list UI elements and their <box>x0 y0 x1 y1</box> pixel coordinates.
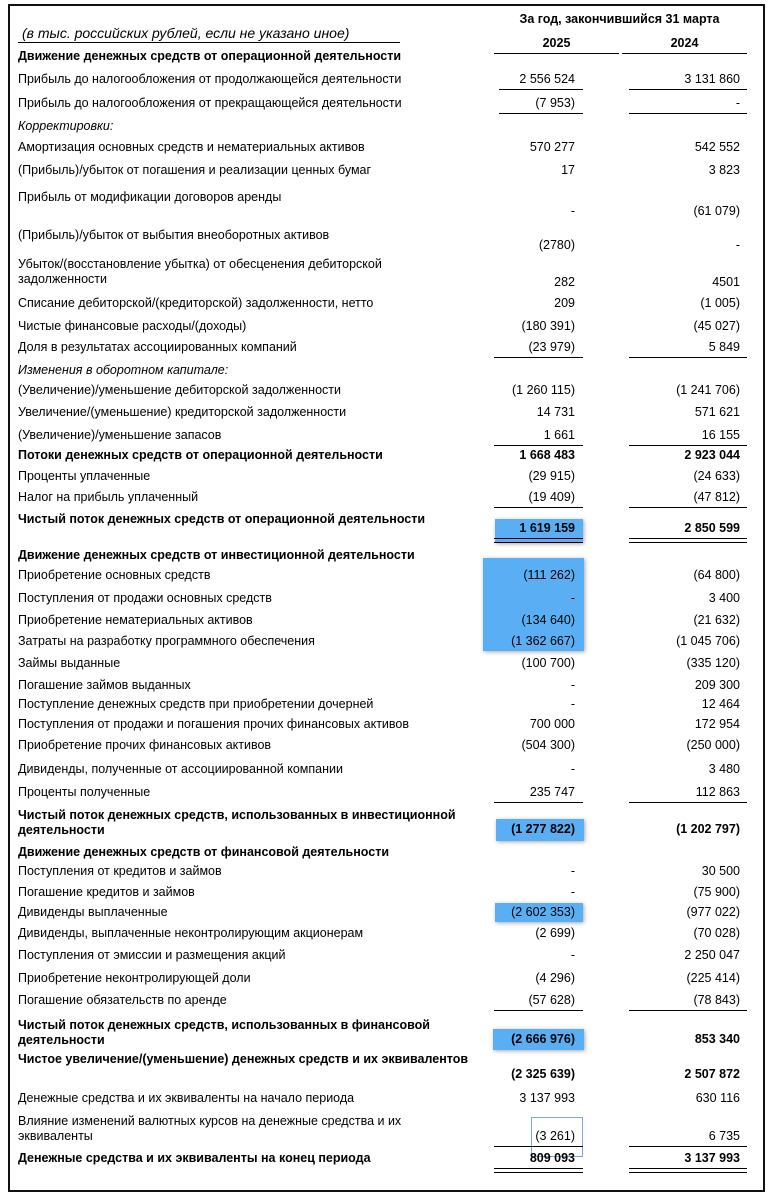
value-2024: (1 045 706) <box>676 634 740 648</box>
value-2025: (1 362 667) <box>511 634 575 648</box>
row-label: Чистый поток денежных средств, использованных в инвестиционной деятельности <box>18 808 456 837</box>
row-label: Поступления от кредитов и займов <box>18 864 222 878</box>
value-2024: 2 507 872 <box>684 1067 740 1081</box>
value-2024: (61 079) <box>693 204 740 218</box>
value-2024: 3 823 <box>708 163 740 177</box>
subtotal-rule-2024 <box>629 445 747 446</box>
value-2024: 2 250 047 <box>684 948 740 962</box>
value-2024: 2 850 599 <box>684 521 740 535</box>
row-label: Чистое увеличение/(уменьшение) денежных средств и их эквивалентов <box>18 1052 469 1066</box>
value-2024: 853 340 <box>694 1032 740 1046</box>
value-2025: (19 409) <box>528 490 575 504</box>
row-label: (Увеличение)/уменьшение запасов <box>18 428 222 442</box>
row-label: Движение денежных средств от операционной деятельности <box>18 49 402 63</box>
row-label: Движение денежных средств от инвестиционной деятельности <box>18 548 415 562</box>
value-2025: - <box>570 591 575 605</box>
value-2024: (977 022) <box>686 905 740 919</box>
subtotal-rule-2024 <box>629 357 747 358</box>
value-2024: 112 863 <box>695 785 740 799</box>
row-label: Влияние изменений валютных курсов на денежные средства и их эквиваленты <box>18 1114 402 1143</box>
value-2024: (1 241 706) <box>676 383 740 397</box>
value-2024: (45 027) <box>693 319 740 333</box>
value-2025: - <box>570 762 575 776</box>
value-2025: - <box>570 864 575 878</box>
value-2025: (180 391) <box>521 319 575 333</box>
value-2025: 17 <box>561 163 575 177</box>
value-2025: 3 137 993 <box>519 1091 575 1105</box>
value-2024: (24 633) <box>693 469 740 483</box>
value-2025: (7 953) <box>535 96 575 110</box>
value-2025: - <box>570 948 575 962</box>
value-2024: 5 849 <box>708 340 740 354</box>
total-double-rule-2025 <box>494 538 583 543</box>
value-2024: - <box>735 96 740 110</box>
subtotal-rule-2025 <box>494 1146 583 1147</box>
value-2024: 209 300 <box>694 678 740 692</box>
value-2025: - <box>570 885 575 899</box>
value-2025: 570 277 <box>529 140 575 154</box>
subtotal-rule-2025 <box>499 113 583 114</box>
value-2025: (1 260 115) <box>511 383 575 397</box>
value-2024: (225 414) <box>686 971 740 985</box>
value-2025: 209 <box>554 296 575 310</box>
row-label: Чистый поток денежных средств от операционной деятельности <box>18 512 426 526</box>
value-2024: 6 735 <box>708 1129 740 1143</box>
row-label: Изменения в оборотном капитале: <box>18 363 229 377</box>
value-2025: 1 668 483 <box>519 448 575 462</box>
subtotal-rule-2024 <box>629 1146 747 1147</box>
row-label: Погашение обязательств по аренде <box>18 993 227 1007</box>
value-2024: 2 923 044 <box>684 448 740 462</box>
value-2025: - <box>570 204 575 218</box>
subtotal-rule-2025 <box>494 445 583 446</box>
value-2025: (2 325 639) <box>511 1067 575 1081</box>
row-label: Приобретение прочих финансовых активов <box>18 738 272 752</box>
total-double-rule-2024 <box>629 1168 747 1173</box>
row-label: Прибыль до налогообложения от прекращающейся деятельности <box>18 96 402 110</box>
row-label: Увеличение/(уменьшение) кредиторской задолженности <box>18 405 347 419</box>
value-2024: - <box>735 238 740 252</box>
total-double-rule-2024 <box>629 538 747 543</box>
value-2025: (504 300) <box>521 738 575 752</box>
row-label: Дивиденды, выплаченные неконтролирующим акционерам <box>18 926 364 940</box>
value-2025: (1 277 822) <box>511 822 575 836</box>
row-label: Денежные средства и их эквиваленты на конец периода <box>18 1151 371 1165</box>
period-heading: За год, закончившийся 31 марта <box>519 12 720 26</box>
subtotal-rule-2025 <box>494 507 583 508</box>
value-2025: 1 661 <box>543 428 575 442</box>
value-2024: 630 116 <box>695 1091 740 1105</box>
subtotal-rule-2024 <box>629 1010 747 1011</box>
row-label: Прибыль от модификации договоров аренды <box>18 190 282 204</box>
subtotal-rule-2024 <box>629 113 747 114</box>
value-2024: 3 400 <box>708 591 740 605</box>
value-2024: (75 900) <box>693 885 740 899</box>
row-label: (Увеличение)/уменьшение дебиторской задолженности <box>18 383 341 397</box>
value-2025: 1 619 159 <box>519 521 575 535</box>
year-2024-heading: 2024 <box>622 36 747 54</box>
row-label: (Прибыль)/убыток от погашения и реализации ценных бумаг <box>18 163 372 177</box>
value-2024: 4501 <box>712 275 740 289</box>
row-label: Налог на прибыль уплаченный <box>18 490 199 504</box>
row-label: Потоки денежных средств от операционной деятельности <box>18 448 383 462</box>
row-label: Затраты на разработку программного обеспечения <box>18 634 315 648</box>
value-2024: 16 155 <box>701 428 740 442</box>
subtotal-rule-2024 <box>629 802 747 803</box>
value-2025: - <box>570 697 575 711</box>
value-2025: (29 915) <box>528 469 575 483</box>
value-2025: 14 731 <box>536 405 575 419</box>
value-2025: (3 261) <box>535 1129 575 1143</box>
year-2025-heading: 2025 <box>494 36 619 54</box>
value-2025: (100 700) <box>521 656 575 670</box>
row-label: Чистый поток денежных средств, использованных в финансовой деятельности <box>18 1018 430 1047</box>
row-label: Доля в результатах ассоциированных компаний <box>18 340 297 354</box>
value-2024: (70 028) <box>693 926 740 940</box>
value-2025: 809 093 <box>529 1151 575 1165</box>
value-2024: 30 500 <box>701 864 740 878</box>
row-label: Приобретение основных средств <box>18 568 211 582</box>
value-2025: (2 666 976) <box>511 1032 575 1046</box>
units-note-underline <box>18 42 400 43</box>
row-label: Погашение кредитов и займов <box>18 885 195 899</box>
row-label: Поступления от продажи и погашения прочих финансовых активов <box>18 717 409 731</box>
value-2024: (1 005) <box>700 296 740 310</box>
row-label: Погашение займов выданных <box>18 678 191 692</box>
row-label: Убыток/(восстановление убытка) от обесценения дебиторской задолженности <box>18 257 382 286</box>
value-2024: 172 954 <box>694 717 740 731</box>
row-label: Дивиденды, полученные от ассоциированной компании <box>18 762 343 776</box>
value-2024: (1 202 797) <box>676 822 740 836</box>
row-label: Списание дебиторской/(кредиторской) задолженности, нетто <box>18 296 374 310</box>
row-label: Чистые финансовые расходы/(доходы) <box>18 319 247 333</box>
value-2025: 235 747 <box>529 785 575 799</box>
value-2024: 571 621 <box>694 405 740 419</box>
subtotal-rule-2024 <box>629 89 747 90</box>
row-label: (Прибыль)/убыток от выбытия внеоборотных активов <box>18 228 330 242</box>
value-2024: 542 552 <box>694 140 740 154</box>
value-2025: (23 979) <box>528 340 575 354</box>
value-2024: (47 812) <box>693 490 740 504</box>
row-label: Поступление денежных средств при приобретении дочерней <box>18 697 374 711</box>
subtotal-rule-2025 <box>499 89 583 90</box>
value-2025: (4 296) <box>535 971 575 985</box>
value-2025: 2 556 524 <box>519 72 575 86</box>
row-label: Поступления от эмиссии и размещения акций <box>18 948 286 962</box>
value-2024: (21 632) <box>693 613 740 627</box>
value-2025: - <box>570 678 575 692</box>
subtotal-rule-2025 <box>494 802 583 803</box>
subtotal-rule-2024 <box>629 507 747 508</box>
units-note: (в тыс. российских рублей, если не указано иное) <box>22 25 350 41</box>
value-2025: (2 699) <box>535 926 575 940</box>
value-2025: 700 000 <box>529 717 575 731</box>
subtotal-rule-2025 <box>494 1010 583 1011</box>
row-label: Корректировки: <box>18 119 114 133</box>
row-label: Дивиденды выплаченные <box>18 905 168 919</box>
value-2024: (335 120) <box>686 656 740 670</box>
value-2024: 12 464 <box>701 697 740 711</box>
row-label: Амортизация основных средств и нематериальных активов <box>18 140 365 154</box>
row-label: Проценты полученные <box>18 785 151 799</box>
row-label: Денежные средства и их эквиваленты на начало периода <box>18 1091 355 1105</box>
row-label: Проценты уплаченные <box>18 469 151 483</box>
value-2025: (2780) <box>538 238 575 252</box>
row-label: Прибыль до налогообложения от продолжающейся деятельности <box>18 72 402 86</box>
row-label: Займы выданные <box>18 656 121 670</box>
value-2024: (64 800) <box>693 568 740 582</box>
row-label: Приобретение нематериальных активов <box>18 613 253 627</box>
value-2025: (57 628) <box>528 993 575 1007</box>
value-2024: 3 137 993 <box>684 1151 740 1165</box>
row-label: Поступления от продажи основных средств <box>18 591 272 605</box>
value-2024: 3 131 860 <box>684 72 740 86</box>
value-2024: (78 843) <box>693 993 740 1007</box>
value-2025: (2 602 353) <box>511 905 575 919</box>
total-double-rule-2025 <box>494 1168 583 1173</box>
value-2025: 282 <box>554 275 575 289</box>
subtotal-rule-2025 <box>494 357 583 358</box>
row-label: Приобретение неконтролирующей доли <box>18 971 251 985</box>
value-2025: (111 262) <box>523 568 575 582</box>
value-2024: 3 480 <box>708 762 740 776</box>
value-2024: (250 000) <box>686 738 740 752</box>
row-label: Движение денежных средств от финансовой деятельности <box>18 845 390 859</box>
value-2025: (134 640) <box>521 613 575 627</box>
